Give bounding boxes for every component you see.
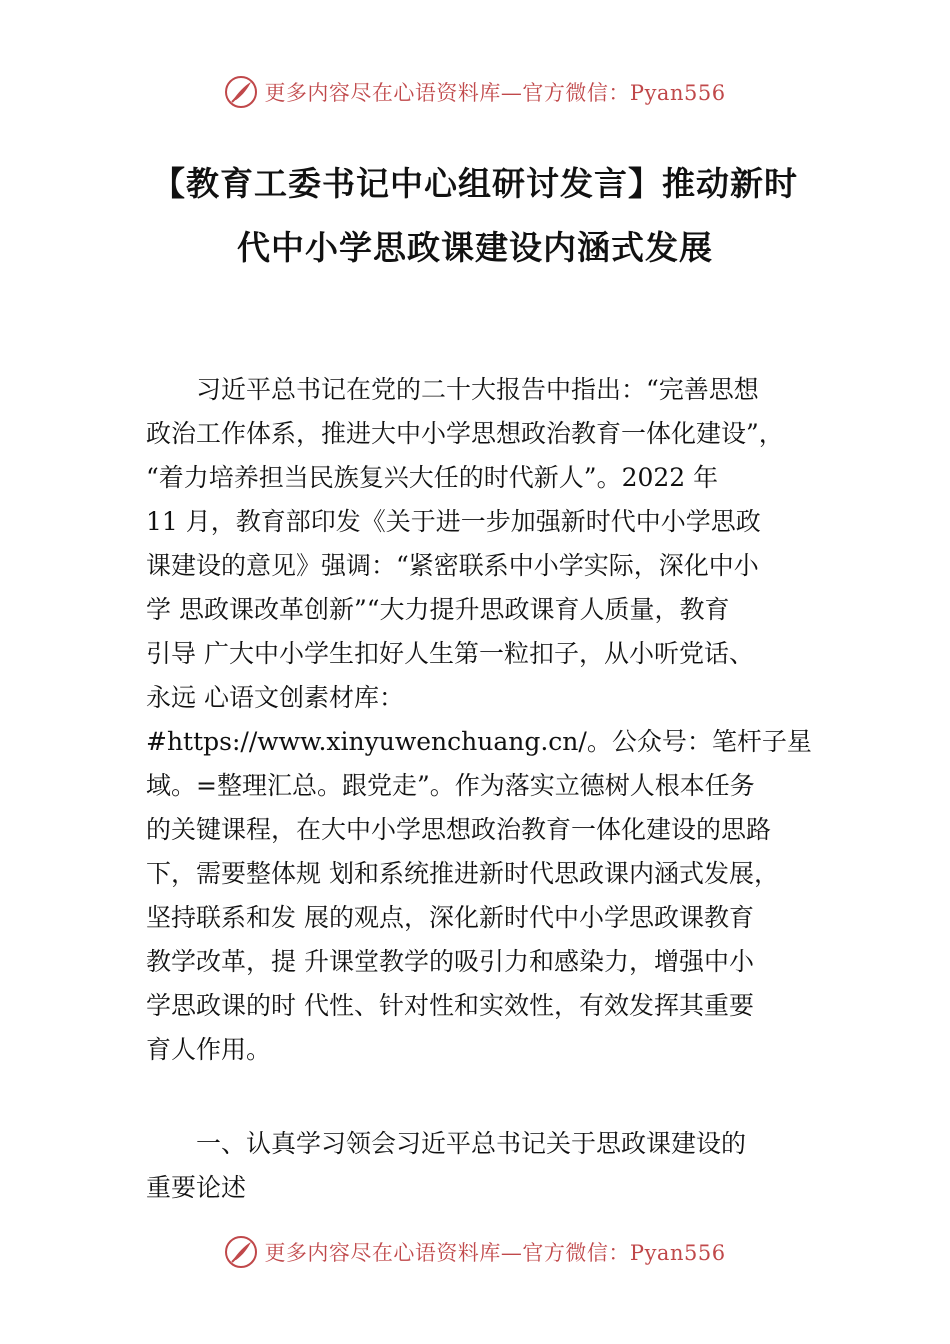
text-line: 育人作用。 [146,1035,272,1064]
text-line: 教学改革，提 升课堂教学的吸引力和感染力，增强中小 [146,947,754,976]
section-heading [146,1122,846,1210]
text-line: 课建设的意见》强调：“紧密联系中小学实际，深化中小 [146,551,759,580]
text-line: 习近平总书记在党的二十大报告中指出：“完善思想 [146,375,759,404]
text-line: “着力培养担当民族复兴大任的时代新人”。2022 年 [146,463,719,492]
footer-watermark-banner [0,1232,950,1272]
watermark-text: 更多内容尽在心语资料库—官方微信：Pyan556 [264,81,726,105]
text-line: 域。=整理汇总。跟党走”。作为落实立德树人根本任务 [146,771,755,800]
text-line: 永远 心语文创素材库： [146,683,404,712]
text-line: 政治工作体系，推进大中小学思想政治教育一体化建设”， [146,419,784,448]
watermark-text: 更多内容尽在心语资料库—官方微信：Pyan556 [264,1241,726,1265]
title-line: 代中小学思政课建设内涵式发展 [237,228,713,267]
title-line: 【教育工委书记中心组研讨发言】推动新时 [152,164,798,203]
text-line: #https://www.xinyuwenchuang.cn/。公众号：笔杆子星 [146,727,812,756]
feather-pen-icon [224,1235,258,1269]
text-line: 一、认真学习领会习近平总书记关于思政课建设的 [146,1129,747,1158]
text-line: 下，需要整体规 划和系统推进新时代思政课内涵式发展， [146,859,779,888]
feather-pen-icon [224,75,258,109]
document-title [0,152,950,280]
text-line: 引导 广大中小学生扣好人生第一粒扣子，从小听党话、 [146,639,754,668]
body-paragraph [146,368,846,1072]
text-line: 的关键课程，在大中小学思想政治教育一体化建设的思路 [146,815,772,844]
text-line: 11 月，教育部印发《关于进一步加强新时代中小学思政 [146,507,761,536]
text-line: 学 思政课改革创新”“大力提升思政课育人质量，教育 [146,595,730,624]
text-line: 学思政课的时 代性、针对性和实效性，有效发挥其重要 [146,991,754,1020]
text-line: 重要论述 [146,1173,247,1202]
header-watermark-banner [0,72,950,112]
text-line: 坚持联系和发 展的观点，深化新时代中小学思政课教育 [146,903,754,932]
